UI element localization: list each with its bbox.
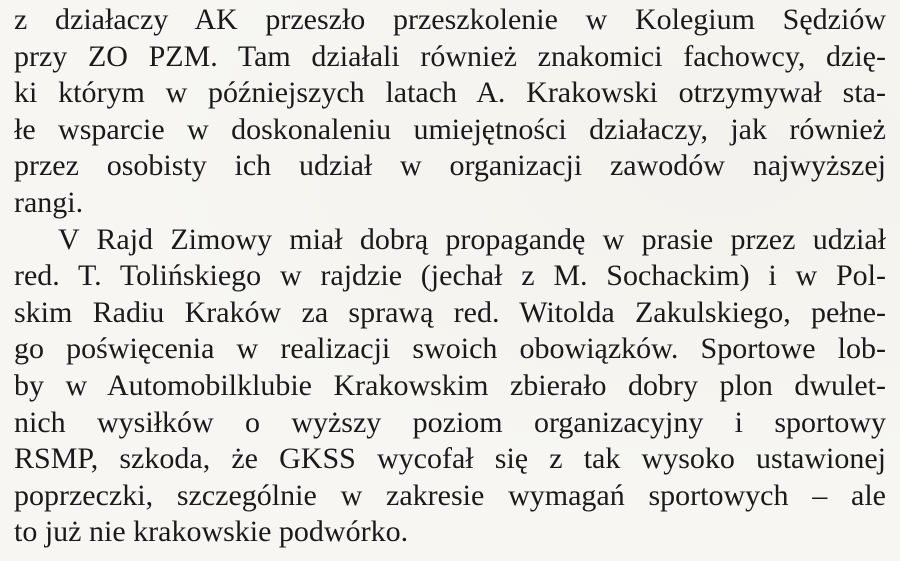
- text-line: V Rajd Zimowy miał dobrą propagandę w prasie przez udział: [58, 222, 886, 256]
- text-line: to już nie krakowskie podwórko.: [14, 515, 409, 549]
- text-line: poprzeczki, szczególnie w zakresie wymagań sportowych – ale: [14, 478, 886, 512]
- text-line: ki którym w późniejszych latach A. Krakowski otrzymywał sta-: [14, 76, 886, 110]
- body-text: [14, 2, 886, 551]
- text-line: rangi.: [14, 185, 84, 219]
- text-line: łe wsparcie w doskonaleniu umiejętności działaczy, jak również: [14, 112, 886, 146]
- text-line: go poświęcenia w realizacji swoich obowiązków. Sportowe lob-: [14, 332, 886, 366]
- text-line: red. T. Tolińskiego w rajdzie (jechał z M. Sochackim) i w Pol-: [14, 259, 886, 293]
- text-line: przez osobisty ich udział w organizacji zawodów najwyższej: [14, 149, 886, 183]
- text-line: skim Radiu Kraków za sprawą red. Witolda Zakulskiego, pełne-: [14, 295, 886, 329]
- paragraph-2: [14, 222, 886, 551]
- text-line: by w Automobilklubie Krakowskim zbierało dobry plon dwulet-: [14, 368, 886, 402]
- paragraph-1: [14, 2, 886, 222]
- text-line: nich wysiłków o wyższy poziom organizacyjny i sportowy: [14, 405, 886, 439]
- text-line: RSMP, szkoda, że GKSS wycofał się z tak wysoko ustawionej: [14, 442, 886, 476]
- text-line: przy ZO PZM. Tam działali również znakomici fachowcy, dzię-: [14, 39, 886, 73]
- text-line: z działaczy AK przeszło przeszkolenie w Kolegium Sędziów: [14, 3, 886, 36]
